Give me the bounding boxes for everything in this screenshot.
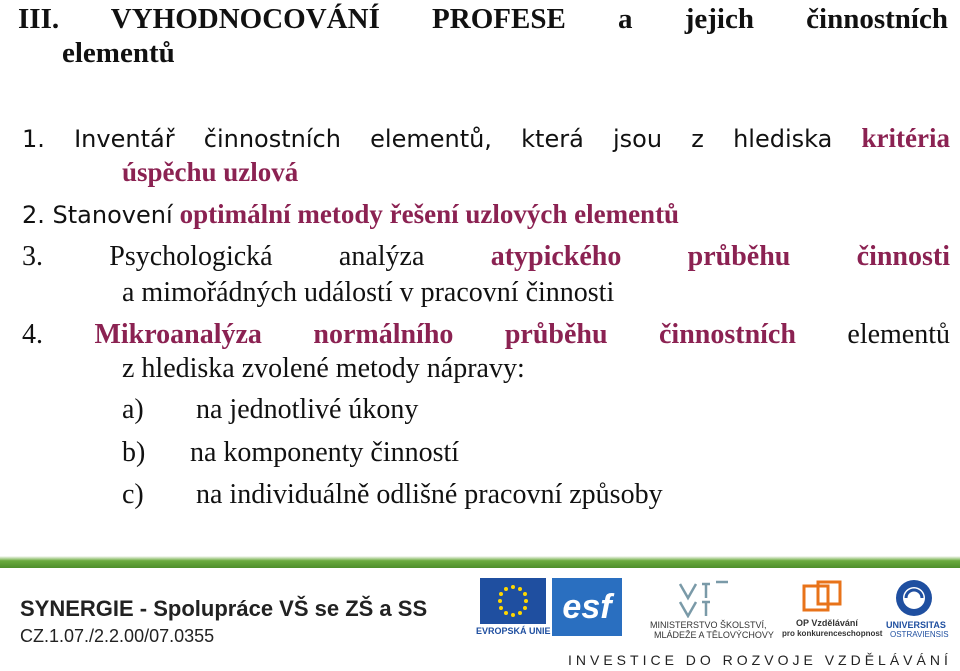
item-2-text: 2. Stanovení [22,201,173,229]
footer-code: CZ.1.07./2.2.00/07.0355 [20,626,215,646]
eu-flag-icon [480,578,546,624]
msmt-label-1: MINISTERSTVO ŠKOLSTVÍ, [650,620,767,630]
item-1-text: 1. Inventář činnostních elementů, která jsou z hlediska [22,125,833,153]
op-emblem-icon [800,580,844,616]
item-3-continuation: a mimořádných událostí v pracovní činnosti [122,277,615,308]
item-2-emphasis: optimální metody řešení uzlových elementů [179,199,680,229]
msmt-emblem-icon [676,578,732,618]
footer-tagline: INVESTICE DO ROZVOJE VZDĚLÁVÁNÍ [568,652,952,668]
university-label-2: OSTRAVIENSIS [890,630,949,639]
subitem-text: na komponenty činností [190,437,460,468]
university-label-1: UNIVERSITAS [886,620,946,630]
subitem-text: na individuálně odlišné pracovní způsoby [196,479,663,510]
item-4-number: 4. [22,319,43,350]
subitem-text: na jednotlivé úkony [196,394,419,425]
eu-label: EVROPSKÁ UNIE [476,626,551,636]
university-emblem-icon [894,578,934,618]
item-4-text: elementů [847,319,951,350]
op-logo [800,580,844,616]
subitem-label: a) [122,394,144,425]
op-label-2: pro konkurenceschopnost [782,629,883,638]
heading-line2: elementů [62,37,175,69]
item-4-emphasis: Mikroanalýza normálního průběhu činnostních [94,319,796,350]
subitem-label: b) [122,437,146,468]
item-3-emphasis: atypického průběhu činnosti [490,241,951,272]
msmt-logo [676,578,732,618]
item-3-text: 3. Psychologická analýza [22,241,425,272]
heading-line1: III. VYHODNOCOVÁNÍ PROFESE a jejich činnostních [18,3,948,35]
esf-logo [552,578,622,636]
item-1-emphasis: kritéria [861,123,950,153]
university-logo [894,578,934,618]
msmt-label-2: MLÁDEŽE A TĚLOVÝCHOVY [654,630,774,640]
item-4-continuation: z hlediska zvolené metody nápravy: [122,353,525,384]
item-1-emphasis-2: úspěchu uzlová [122,157,299,187]
eu-logo [480,578,546,630]
op-label-1: OP Vzdělávání [796,618,858,628]
esf-text: esf [562,587,612,626]
footer-title: SYNERGIE - Spolupráce VŠ se ZŠ a SS [20,596,428,621]
footer-divider [0,556,960,568]
subitem-label: c) [122,479,144,510]
